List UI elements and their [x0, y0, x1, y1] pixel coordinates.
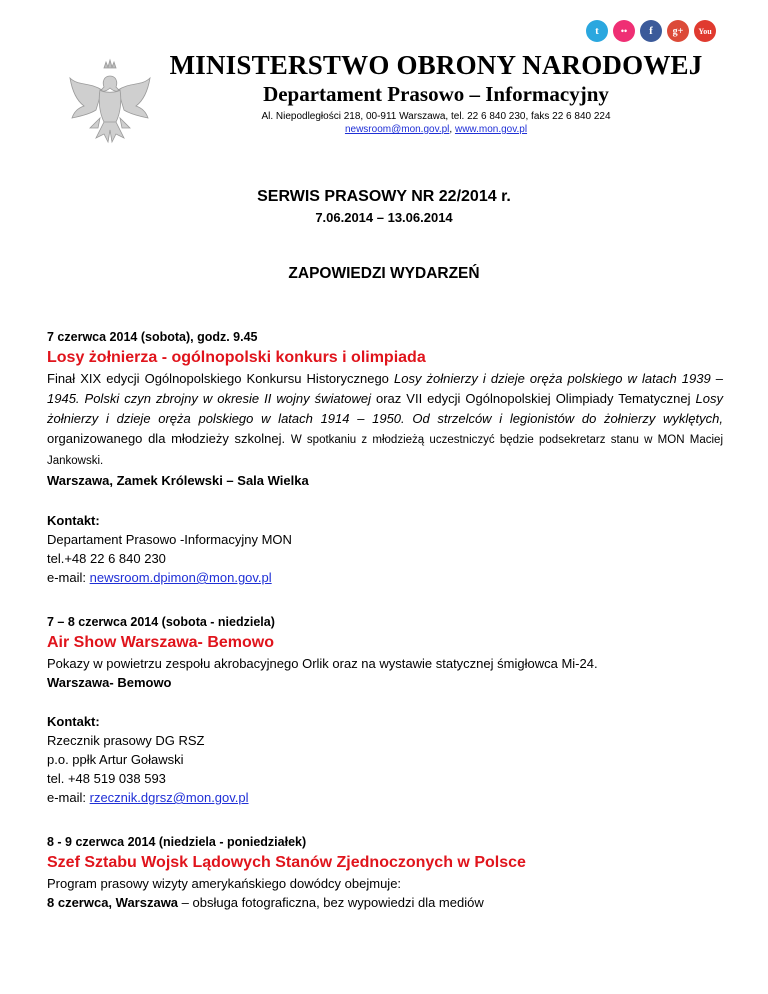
event-description: Program prasowy wizyty amerykańskiego dowódcy obejmuje:: [47, 876, 402, 891]
program-line: [47, 893, 723, 912]
contact-line: p.o. ppłk Artur Goławski: [47, 752, 184, 767]
polish-eagle-icon: [60, 56, 160, 146]
twitter-icon[interactable]: t: [586, 20, 608, 42]
event-location: Warszawa- Bemowo: [47, 675, 172, 690]
event-date: 7 czerwca 2014 (sobota), godz. 9.45: [47, 330, 258, 344]
address-line: Al. Niepodległości 218, 00-911 Warszawa, tel. 22 6 840 230, faks 22 6 840 224: [261, 111, 611, 122]
event-title: Szef Sztabu Wojsk Lądowych Stanów Zjednoczonych w Polsce: [47, 854, 526, 871]
event-3: [47, 833, 723, 912]
contact-tel: tel. +48 519 038 593: [47, 771, 166, 786]
desc-italic: Losy żołnierzy i dzieje oręża polskiego w latach 1939 – 1945. Polski czyn zbrojny w okresie II wojny światowej: [47, 371, 723, 406]
section-title: ZAPOWIEDZI WYDARZEŃ: [288, 265, 480, 282]
desc-italic: Losy żołnierzy i dzieje oręża polskiego w latach 1914 – 1950. Od strzelców i legionistów do żołnierzy wyklętych,: [47, 391, 723, 426]
department-title: Departament Prasowo – Informacyjny: [263, 82, 609, 106]
youtube-icon[interactable]: You: [694, 20, 716, 42]
contact-name: Departament Prasowo -Informacyjny MON: [47, 532, 292, 547]
event-description: [47, 369, 723, 471]
event-date: 7 – 8 czerwca 2014 (sobota - niedziela): [47, 615, 275, 629]
event-title: Air Show Warszawa- Bemowo: [47, 634, 274, 651]
email-label: e-mail:: [47, 570, 90, 585]
desc-note: W spotkaniu z młodzieżą uczestniczyć będzie podsekretarz stanu w MON Maciej Jankowski.: [47, 434, 724, 467]
desc-part: Finał XIX edycji Ogólnopolskiego Konkursu Historycznego: [47, 371, 394, 386]
event-1: [47, 328, 723, 587]
email-label: e-mail:: [47, 790, 90, 805]
googleplus-icon[interactable]: g+: [667, 20, 689, 42]
event-description: Pokazy w powietrzu zespołu akrobacyjnego Orlik oraz na wystawie statycznej śmigłowca Mi-24.: [47, 656, 598, 671]
contact-email-link[interactable]: newsroom.dpimon@mon.gov.pl: [89, 570, 272, 585]
contact-label: Kontakt:: [47, 513, 100, 528]
contact-tel: tel.+48 22 6 840 230: [47, 551, 166, 566]
event-title: Losy żołnierza - ogólnopolski konkurs i olimpiada: [47, 349, 426, 366]
social-icons: [586, 20, 716, 42]
serwis-dates: 7.06.2014 – 13.06.2014: [315, 210, 453, 225]
serwis-title: SERWIS PRASOWY NR 22/2014 r.: [257, 188, 511, 205]
newsroom-email-link[interactable]: newsroom@mon.gov.pl: [344, 124, 450, 135]
event-date: 8 - 9 czerwca 2014 (niedziela - poniedziałek): [47, 835, 307, 849]
desc-part: organizowanego dla młodzieży szkolnej.: [47, 431, 291, 446]
program-date: 8 czerwca, Warszawa: [47, 895, 179, 910]
event-location: Warszawa, Zamek Królewski – Sala Wielka: [47, 473, 309, 488]
contact-email-row: [47, 568, 723, 587]
contact-line: Rzecznik prasowy DG RSZ: [47, 733, 205, 748]
link-separator: ,: [449, 124, 455, 135]
ministry-title: MINISTERSTWO OBRONY NARODOWEJ: [169, 50, 703, 80]
flickr-icon[interactable]: ••: [613, 20, 635, 42]
contact-email-link[interactable]: rzecznik.dgrsz@mon.gov.pl: [89, 790, 249, 805]
desc-part: oraz VII edycji Ogólnopolskiej Olimpiady Tematycznej: [370, 391, 696, 406]
contact-email-row: [47, 788, 723, 807]
event-2: [47, 613, 723, 807]
program-text: – obsługa fotograficzna, bez wypowiedzi dla mediów: [178, 895, 484, 910]
website-link[interactable]: www.mon.gov.pl: [454, 124, 528, 135]
facebook-icon[interactable]: f: [640, 20, 662, 42]
contact-links: [156, 124, 716, 135]
contact-label: Kontakt:: [47, 714, 100, 729]
